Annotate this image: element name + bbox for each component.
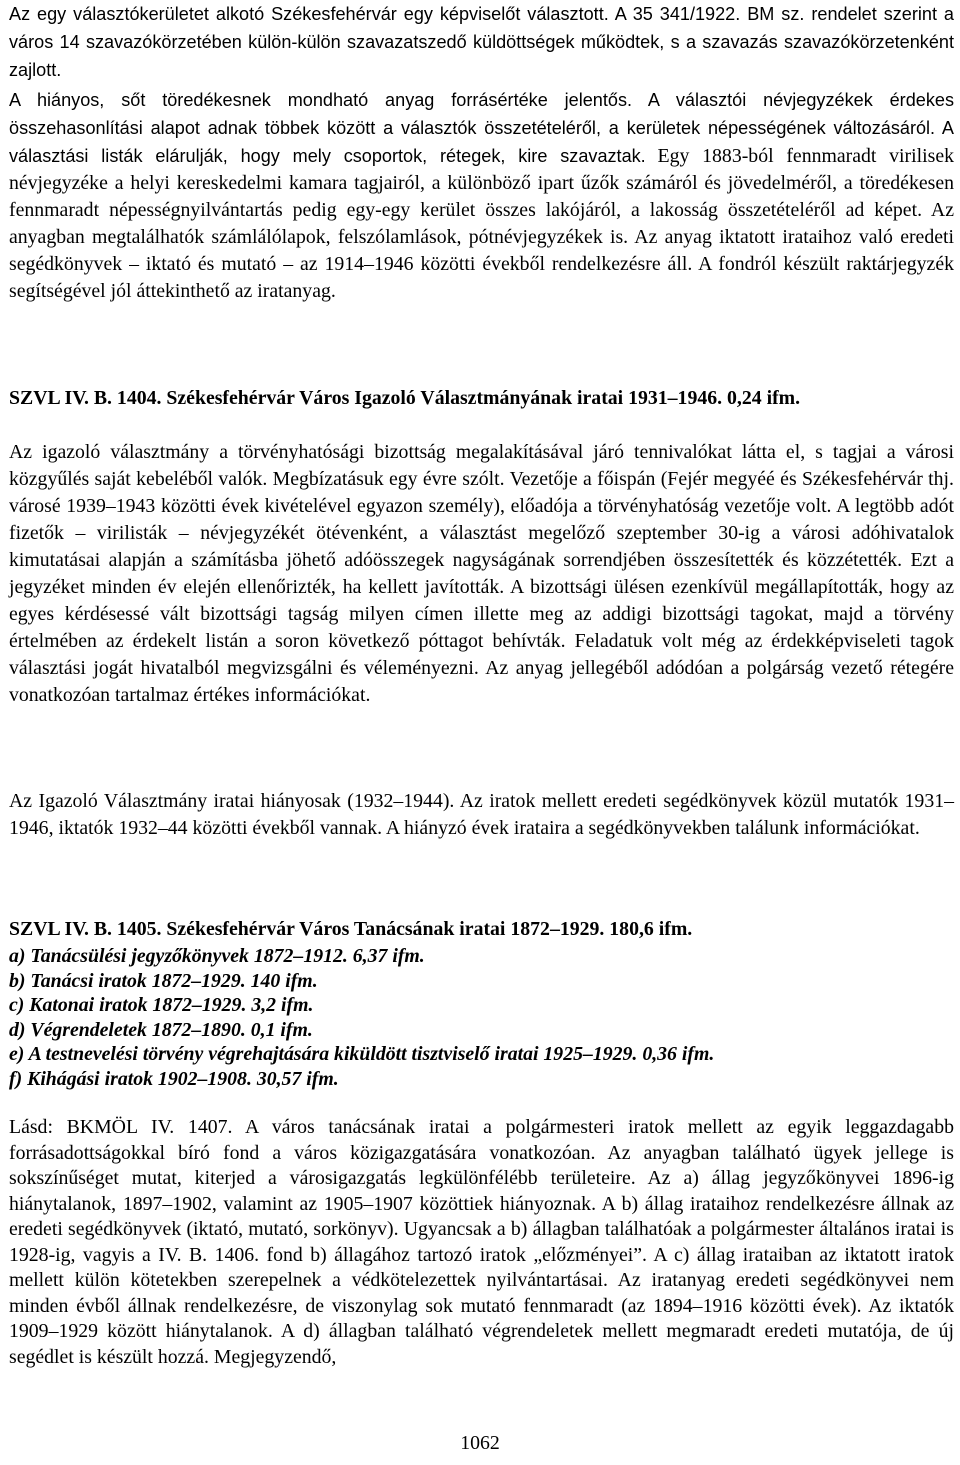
subitem-b: b) Tanácsi iratok 1872–1929. 140 ifm. <box>9 969 318 992</box>
subitem-e: e) A testnevelési törvény végrehajtására kiküldött tisztviselő iratai 1925–1929. 0,36 ifm. <box>9 1043 715 1065</box>
subitem-f: f) Kihágási iratok 1902–1908. 30,57 ifm. <box>9 1067 339 1090</box>
section-1404-paragraph-2: Az Igazoló Választmány iratai hiányosak (1932–1944). Az iratok mellett eredeti segédkönyvek közül mutatók 1931–1946, iktatók 1932–44 közötti évekből vannak. A hiányzó évek irataira a segédkönyvekben találunk információkat. <box>9 790 954 839</box>
section-1404-paragraph-1: Az igazoló választmány a törvényhatósági bizottság megalakításával járó tennivalókat látta el, s tagjai a városi közgyűlés saját kebeléből valók. Megbízatásuk egy évre szólt. Vezetője a főispán (Fejér megyéé és Székesfehérvár thj. városé 1939–1943 közötti évek kivételével egyazon személy), előadója a törvényhatóság vezetője volt. A legtöbb adót fizetők – virilisták – névjegyzékét ötévenként, a választást megelőző szeptember 30-ig a városi adóhivatalok kimutatásai alapján a számításba jöhető adóösszegek nagyságának sorrendjében összesítették és közzétették. Ezt a jegyzéket minden év elején ellenőrizték, ha kellett javították. A bizottsági ülésen ezenkívül megállapították, hogy az egyes kérdésessé vált bizottsági tagság milyen címen illette meg az addigi bizottsági tagokat, majd a törvény értelmében az érdekelt listán a soron következő póttagot behívták. Feladatuk volt még az érdekképviseleti tagok választási jogát hivatalból megvizsgálni és véleményezni. Az anyag jellegéből adódóan a polgárság vezető rétegére vonatkozóan tartalmaz értékes információkat. <box>9 441 954 706</box>
intro-paragraph-1: Az egy választókerületet alkotó Székesfehérvár egy képviselőt választott. A 35 341/1922. BM sz. rendelet szerint a város 14 szavazókörzetében külön-külön szavazatszedő küldöttségek működtek, s a szavazás szavazókörzetenként zajlott. <box>9 4 954 80</box>
section-1405-subitems <box>9 944 954 1091</box>
section-1405-paragraph-1: Lásd: BKMÖL IV. 1407. A város tanácsának iratai a polgármesteri iratok mellett az egyik leggazdagabb forrásadottságokkal bíró fond a város közigazgatására vonatkozóan. Az anyagban található ügyek jellege is sokszínűséget mutat, kiterjed a városigazgatás legkülönfélébb területeire. Az a) állag jegyzőkönyvei 1896-ig hiánytalanok, 1897–1902, valamint az 1905–1907 közöttiek hiányoznak. A b) állag irataihoz rendelkezésre állnak az eredeti segédkönyvek (iktató, mutató, sorkönyv). Ugyancsak a b) állagban találhatóak a polgármester általános iratai is 1928-ig, vagyis a IV. B. 1406. fond b) állagához tartozó iratok „előzményei”. A c) állag irataiban az iktatott iratok mellett külön kötetekben szerepelnek a védkötelezettek nyilvántartásai. Az iratanyag eredeti segédkönyvei nem minden évből állnak rendelkezésre, de viszonylag sok mutató fennmaradt (az 1894–1916 közötti évek). Az iktatók 1909–1929 között hiánytalanok. A d) állagban található végrendeletek mellett megmaradt eredeti mutatója, de új segédlet is készült hozzá. Megjegyzendő, <box>9 1116 954 1368</box>
section-1404-heading: SZVL IV. B. 1404. Székesfehérvár Város Igazoló Választmányának iratai 1931–1946. 0,24 ifm. <box>9 387 801 409</box>
page-number: 1062 <box>460 1432 500 1454</box>
intro-paragraph-2-sans: A hiányos, sőt töredékesnek mondható anyag forrásértéke jelentős. A választói névjegyzékek érdekes összehasonlítási alapot adnak többek között a választók összetételéről, a kerületek népességének változásáról. A választási listák elárulják, hogy mely csoportok, rétegek, kire szavaztak. <box>9 90 954 166</box>
intro-paragraph-2 <box>9 86 954 305</box>
subitem-c: c) Katonai iratok 1872–1929. 3,2 ifm. <box>9 994 314 1016</box>
intro-paragraph-2-serif: Egy 1883-ból fennmaradt virilisek névjegyzéke a helyi kereskedelmi kamara tagjairól, a különböző ipart űzők számáról és jövedelméről, a töredékesen fennmaradt népességnyilvántartás pedig egy-egy kerület összes lakójáról, a lakosság összetételéről ad képet. Az anyagban megtalálhatók számlálólapok, felszólamlások, pótnévjegyzékek is. Az anyag iktatott irataihoz való eredeti segédkönyvek – iktató és mutató – az 1914–1946 közötti évekből rendelkezésre áll. A fondról készült raktárjegyzék segítségével jól áttekinthető az iratanyag. <box>9 145 954 302</box>
subitem-a: a) Tanácsülési jegyzőkönyvek 1872–1912. 6,37 ifm. <box>9 945 425 967</box>
section-1405-heading: SZVL IV. B. 1405. Székesfehérvár Város Tanácsának iratai 1872–1929. 180,6 ifm. <box>9 918 693 940</box>
subitem-d: d) Végrendeletek 1872–1890. 0,1 ifm. <box>9 1018 313 1041</box>
